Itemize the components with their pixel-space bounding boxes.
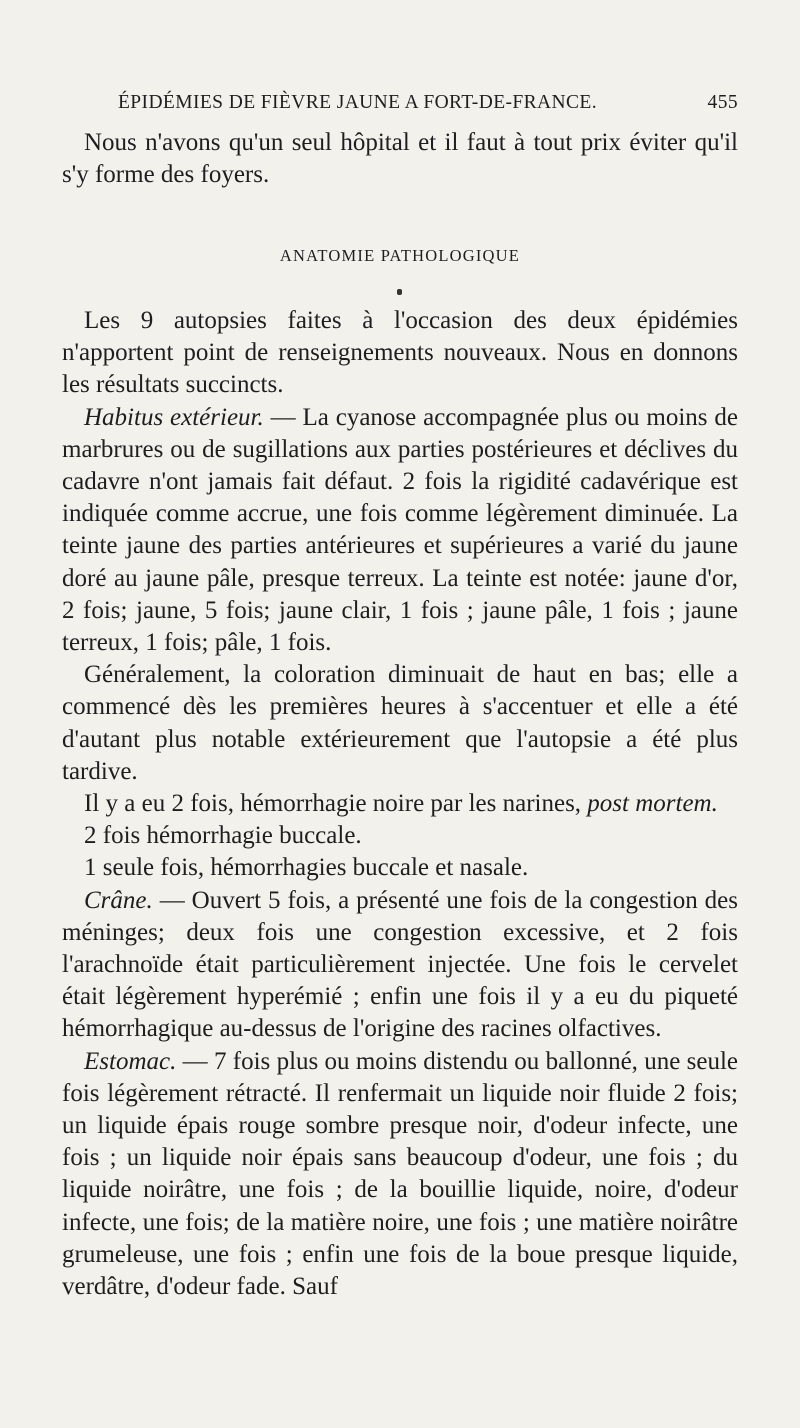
narines-text: Il y a eu 2 fois, hémorrhagie noire par les narines, xyxy=(84,790,588,818)
crane-heading: Crâne. xyxy=(84,886,153,914)
post-mortem-text: post mortem. xyxy=(587,790,718,818)
body-text xyxy=(62,305,738,1303)
estomac-heading: Estomac. xyxy=(84,1047,177,1075)
habitus-text: — La cyanose accompagnée plus ou moins de marbrures ou de sugillations aux parties postérieures et déclives du cadavre n'ont jamais fait défaut. 2 fois la rigidité cadavérique est indiquée comme accrue, une fois comme légèrement diminuée. La teinte jaune des parties antérieures et supérieures a varié du jaune doré au jaune pâle, presque terreux. La teinte est notée: jaune d'or, 2 fois; jaune, 5 fois; jaune clair, 1 fois ; jaune pâle, 1 fois ; jaune terreux, 1 fois; pâle, 1 fois. xyxy=(62,403,738,657)
running-header xyxy=(118,92,738,122)
crane-text: — Ouvert 5 fois, a présenté une fois de la congestion des méninges; deux fois une congestion excessive, et 2 fois l'arachnoïde était particulièrement injectée. Une fois le cervelet était légèrement hyperémié ; enfin une fois il y a eu du piqueté hémorrhagique au-dessus de l'origine des racines olfactives. xyxy=(62,886,738,1043)
habitus-heading: Habitus extérieur. xyxy=(84,403,264,431)
paragraph-crane xyxy=(62,885,738,1046)
intro-paragraph: Nous n'avons qu'un seul hôpital et il faut à tout prix éviter qu'il s'y forme des foyers. xyxy=(62,129,738,189)
paragraph-hemorrhagie-buccale: 2 fois hémorrhagie buccale. xyxy=(84,822,362,850)
paragraph-hemorrhagie-narines xyxy=(62,788,738,820)
paragraph-autopsies: Les 9 autopsies faites à l'occasion des deux épidémies n'apportent point de renseignements nouveaux. Nous en donnons les résultats succincts. xyxy=(62,307,738,399)
page-number: 455 xyxy=(707,92,738,113)
ink-dot xyxy=(397,289,402,295)
estomac-text: — 7 fois plus ou moins distendu ou ballonné, une seule fois légèrement rétracté. Il renfermait un liquide noir fluide 2 fois; un liquide épais rouge sombre presque noir, d'odeur infecte, une fois ; un liquide noir épais sans beaucoup d'odeur, une fois ; du liquide noirâtre, une fois ; de la bouillie liquide, noire, d'odeur infecte, une fois; de la matière noire, une fois ; une matière noirâtre grumeleuse, une fois ; enfin une fois de la boue presque liquide, verdâtre, d'odeur fade. Sauf xyxy=(62,1047,738,1301)
paragraph-estomac xyxy=(62,1046,738,1304)
paragraph-hemorrhagies: 1 seule fois, hémorrhagies buccale et nasale. xyxy=(84,854,529,882)
running-title: ÉPIDÉMIES DE FIÈVRE JAUNE A FORT-DE-FRANCE. xyxy=(118,92,598,113)
intro-block xyxy=(62,127,738,191)
section-title: ANATOMIE PATHOLOGIQUE xyxy=(279,246,521,265)
paragraph-coloration: Généralement, la coloration diminuait de haut en bas; elle a commencé dès les premières heures à s'accentuer et elle a été d'autant plus notable extérieurement que l'autopsie a été plus tardive. xyxy=(62,661,738,785)
paragraph-habitus xyxy=(62,402,738,660)
